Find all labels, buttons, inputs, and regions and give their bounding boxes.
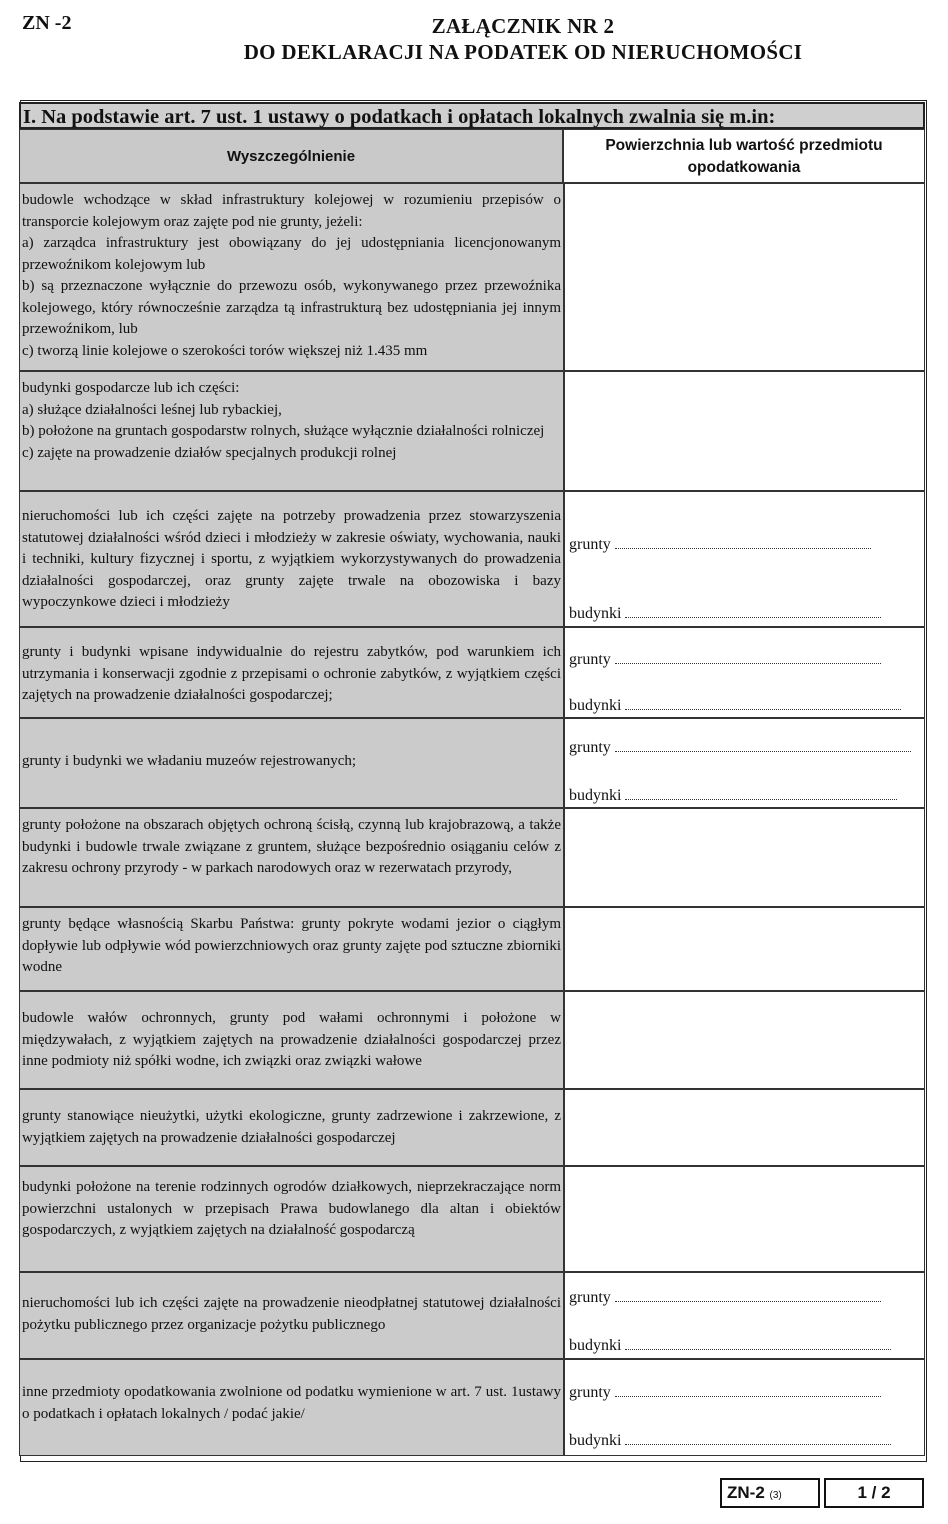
row-value-cell bbox=[564, 718, 925, 808]
grunty-label: grunty bbox=[569, 739, 611, 756]
grunty-dotted-line bbox=[615, 536, 871, 549]
row-value-cell bbox=[564, 1272, 925, 1359]
table-row bbox=[19, 907, 925, 991]
grunty-label: grunty bbox=[569, 1384, 611, 1401]
row-value-cell bbox=[564, 1359, 925, 1456]
row-value-field[interactable] bbox=[564, 991, 925, 1089]
row-description: grunty będące własnością Skarbu Państwa: grunty pokryte wodami jezior o ciągłym dopływie lub odpływie wód powierzchniowych oraz grunty zajęte pod sztuczne zbiorniki wodne bbox=[19, 907, 564, 991]
row-description: budowle wchodzące w skład infrastruktury kolejowej w rozumieniu przepisów o transporcie kolejowym oraz zajęte pod nie grunty, jeżeli: a) zarządca infrastruktury jest obowiązany do jej udostępniania licencjonowanym przewoźnikom kolejowym lub b) są przeznaczone wyłącznie do przewozu osób, wykonywanego przez przewoźnika kolejowego, który równocześnie zarządza tą infrastrukturą bez udostępniania jej innym przewoźnikom, lub c) tworzą linie kolejowe o szerokości torów większej niż 1.435 mm bbox=[19, 183, 564, 371]
row-description: nieruchomości lub ich części zajęte na prowadzenie nieodpłatnej statutowej działalności pożytku publicznego przez organizacje pożytku publicznego bbox=[19, 1272, 564, 1359]
column-header-value: Powierzchnia lub wartość przedmiotu opodatkowania bbox=[563, 129, 925, 183]
table-row bbox=[19, 718, 925, 808]
table-row bbox=[19, 808, 925, 907]
footer-code-text: ZN-2 bbox=[727, 1483, 765, 1502]
row-description: inne przedmioty opodatkowania zwolnione od podatku wymienione w art. 7 ust. 1ustawy o podatkach i opłatach lokalnych / podać jakie/ bbox=[19, 1359, 564, 1456]
grunty-dotted-line bbox=[615, 1384, 881, 1397]
grunty-label: grunty bbox=[569, 1289, 611, 1306]
table-row bbox=[19, 491, 925, 627]
grunty-field[interactable] bbox=[569, 536, 871, 554]
row-description: grunty położone na obszarach objętych ochroną ścisłą, czynną lub krajobrazową, a także budynki i budowle trwale związane z gruntem, służące bezpośrednio osiąganiu celów z zakresu ochrony przyrody - w parkach narodowych oraz w rezerwatach przyrody, bbox=[19, 808, 564, 907]
table-row bbox=[19, 183, 925, 371]
page-title-line1: ZAŁĄCZNIK NR 2 bbox=[431, 14, 615, 38]
budynki-dotted-line bbox=[625, 787, 897, 800]
row-value-field[interactable] bbox=[564, 907, 925, 991]
grunty-field[interactable] bbox=[569, 651, 881, 669]
table-row bbox=[19, 1089, 925, 1166]
row-value-cell bbox=[564, 491, 925, 627]
section-heading: I. Na podstawie art. 7 ust. 1 ustawy o podatkach i opłatach lokalnych zwalnia się m.in: bbox=[19, 102, 925, 129]
grunty-label: grunty bbox=[569, 536, 611, 553]
row-value-field[interactable] bbox=[564, 183, 925, 371]
page-title-line2: DO DEKLARACJI NA PODATEK OD NIERUCHOMOŚCI bbox=[243, 40, 803, 64]
row-description: budynki gospodarcze lub ich części: a) służące działalności leśnej lub rybackiej, b) położone na gruntach gospodarstw rolnych, służące wyłącznie działalności rolniczej c) zajęte na prowadzenie działów specjalnych produkcji rolnej bbox=[19, 371, 564, 491]
row-value-field[interactable] bbox=[564, 1089, 925, 1166]
budynki-field[interactable] bbox=[569, 1337, 891, 1355]
row-value-field[interactable] bbox=[564, 1166, 925, 1272]
budynki-dotted-line bbox=[625, 1432, 891, 1445]
budynki-label: budynki bbox=[569, 697, 622, 714]
grunty-label: grunty bbox=[569, 651, 611, 668]
budynki-label: budynki bbox=[569, 1432, 622, 1449]
budynki-field[interactable] bbox=[569, 697, 901, 715]
grunty-field[interactable] bbox=[569, 1289, 881, 1307]
row-description: grunty stanowiące nieużytki, użytki ekologiczne, grunty zadrzewione i zakrzewione, z wyjątkiem zajętych na prowadzenie działalności gospodarczej bbox=[19, 1089, 564, 1166]
row-value-cell bbox=[564, 627, 925, 718]
footer-code-version: (3) bbox=[769, 1490, 782, 1501]
budynki-label: budynki bbox=[569, 605, 622, 622]
form-code: ZN -2 bbox=[22, 12, 72, 34]
budynki-field[interactable] bbox=[569, 1432, 891, 1450]
grunty-dotted-line bbox=[615, 739, 911, 752]
grunty-field[interactable] bbox=[569, 1384, 881, 1402]
row-description: grunty i budynki we władaniu muzeów rejestrowanych; bbox=[19, 718, 564, 808]
row-value-field[interactable] bbox=[564, 808, 925, 907]
budynki-dotted-line bbox=[625, 605, 881, 618]
table-row bbox=[19, 1359, 925, 1456]
grunty-dotted-line bbox=[615, 651, 881, 664]
table-row bbox=[19, 1272, 925, 1359]
table-row bbox=[19, 627, 925, 718]
budynki-label: budynki bbox=[569, 787, 622, 804]
row-description: budowle wałów ochronnych, grunty pod wałami ochronnymi i położone w międzywałach, z wyjątkiem zajętych na prowadzenie działalności gospodarczej przez inne podmioty niż spółki wodne, ich związki oraz związki wałowe bbox=[19, 991, 564, 1089]
footer-form-code bbox=[720, 1478, 820, 1508]
column-header-description: Wyszczególnienie bbox=[19, 129, 563, 183]
row-description: budynki położone na terenie rodzinnych ogrodów działkowych, nieprzekraczające norm powierzchni ustalonych w przepisach Prawa budowlanego dla altan i obiektów gospodarczych, z wyjątkiem zajętych na działalność gospodarczą bbox=[19, 1166, 564, 1272]
budynki-field[interactable] bbox=[569, 605, 881, 623]
budynki-dotted-line bbox=[625, 1337, 891, 1350]
budynki-dotted-line bbox=[625, 697, 901, 710]
table-row bbox=[19, 991, 925, 1089]
page-number: 1 / 2 bbox=[824, 1478, 924, 1508]
table-row bbox=[19, 371, 925, 491]
row-description: nieruchomości lub ich części zajęte na potrzeby prowadzenia przez stowarzyszenia statutowej działalności wśród dzieci i młodzieży w zakresie oświaty, wychowania, nauki i techniki, kultury fizycznej i sportu, z wyjątkiem wykorzystywanych do prowadzenia działalności gospodarczej, oraz grunty zajęte trwale na obozowiska i bazy wypoczynkowe dzieci i młodzieży bbox=[19, 491, 564, 627]
budynki-label: budynki bbox=[569, 1337, 622, 1354]
grunty-field[interactable] bbox=[569, 739, 911, 757]
table-row bbox=[19, 1166, 925, 1272]
row-value-field[interactable] bbox=[564, 371, 925, 491]
budynki-field[interactable] bbox=[569, 787, 897, 805]
grunty-dotted-line bbox=[615, 1289, 881, 1302]
row-description: grunty i budynki wpisane indywidualnie do rejestru zabytków, pod warunkiem ich utrzymania i konserwacji zgodnie z przepisami o ochronie zabytków, z wyjątkiem części zajętych na prowadzenie działalności gospodarczej; bbox=[19, 627, 564, 718]
